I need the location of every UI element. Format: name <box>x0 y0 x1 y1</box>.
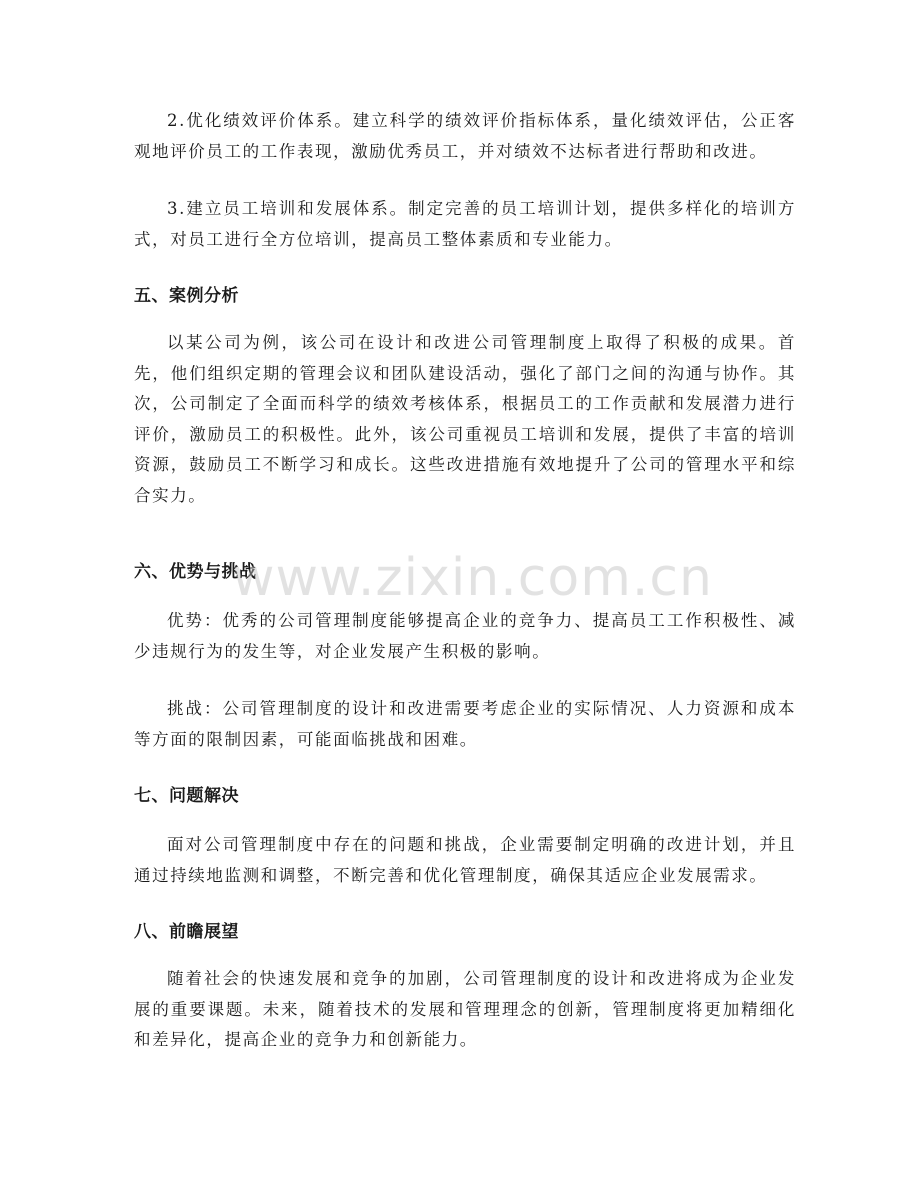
heading-outlook: 八、前瞻展望 <box>134 922 239 942</box>
paragraph-advantages: 优势：优秀的公司管理制度能够提高企业的竞争力、提高员工工作积极性、减少违规行为的发生等，对企业发展产生积极的影响。 <box>134 611 796 661</box>
paragraph-case-analysis: 以某公司为例，该公司在设计和改进公司管理制度上取得了积极的成果。首先，他们组织定期的管理会议和团队建设活动，强化了部门之间的沟通与协作。其次，公司制定了全面而科学的绩效考核体系，根据员工的工作贡献和发展潜力进行评价，激励员工的积极性。此外，该公司重视员工培训和发展，提供了丰富的培训资源，鼓励员工不断学习和成长。这些改进措施有效地提升了公司的管理水平和综合实力。 <box>134 333 796 505</box>
heading-case-analysis: 五、案例分析 <box>134 286 239 306</box>
heading-problem-solving: 七、问题解决 <box>134 786 239 806</box>
paragraph-problem-solving: 面对公司管理制度中存在的问题和挑战，企业需要制定明确的改进计划，并且通过持续地监测和调整，不断完善和优化管理制度，确保其适应企业发展需求。 <box>134 835 796 885</box>
heading-advantages-challenges: 六、优势与挑战 <box>134 562 257 582</box>
paragraph-challenges: 挑战：公司管理制度的设计和改进需要考虑企业的实际情况、人力资源和成本等方面的限制因素，可能面临挑战和困难。 <box>134 699 796 749</box>
watermark-text: www.zixin.com.cn <box>232 548 713 608</box>
paragraph-performance-evaluation: 2.优化绩效评价体系。建立科学的绩效评价指标体系，量化绩效评估，公正客观地评价员工的工作表现，激励优秀员工，并对绩效不达标者进行帮助和改进。 <box>134 111 796 161</box>
paragraph-outlook: 随着社会的快速发展和竞争的加剧，公司管理制度的设计和改进将成为企业发展的重要课题。未来，随着技术的发展和管理理念的创新，管理制度将更加精细化和差异化，提高企业的竞争力和创新能力。 <box>134 969 796 1050</box>
paragraph-training-system: 3.建立员工培训和发展体系。制定完善的员工培训计划，提供多样化的培训方式，对员工进行全方位培训，提高员工整体素质和专业能力。 <box>134 199 796 249</box>
